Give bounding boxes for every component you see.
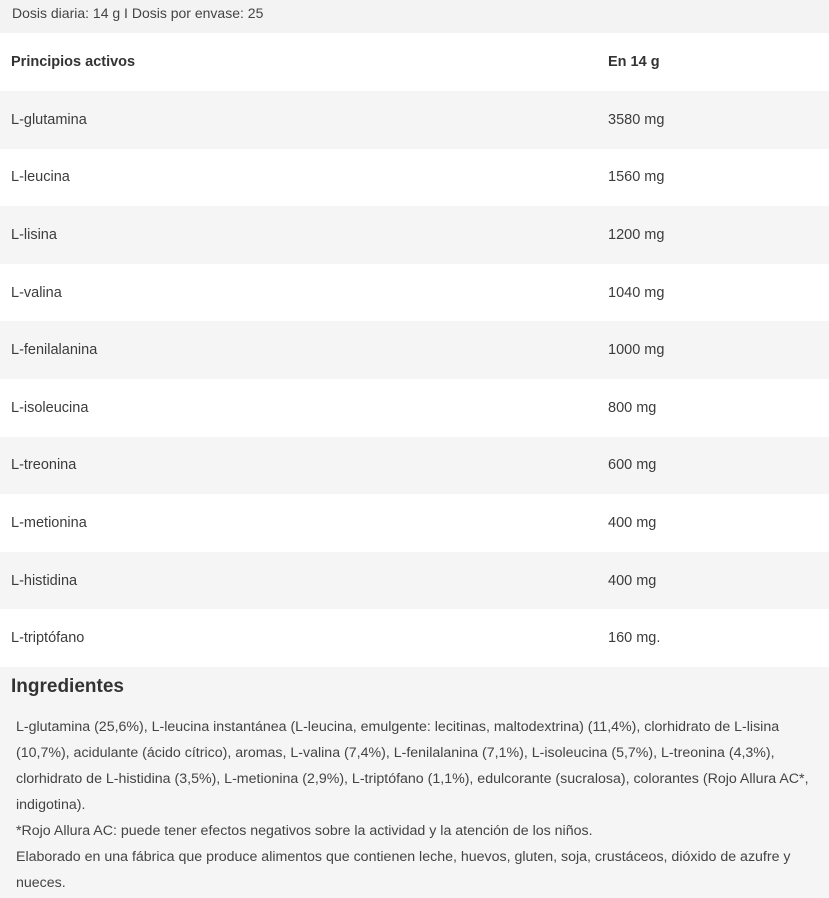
ingredient-amount: 400 mg	[608, 514, 657, 531]
table-row	[0, 379, 829, 437]
ingredient-amount: 800 mg	[608, 399, 657, 416]
ingredients-heading: Ingredientes	[11, 675, 124, 697]
ingredients-section	[0, 667, 829, 898]
ingredient-name: L-triptófano	[11, 630, 85, 647]
table-row	[0, 494, 829, 552]
table-row	[0, 264, 829, 322]
table-header-row	[0, 33, 829, 91]
allergen-notice: Elaborado en una fábrica que produce alimentos que contienen leche, huevos, gluten, soja, crustáceos, dióxido de azufre y nueces.	[16, 848, 791, 891]
colorant-warning: *Rojo Allura AC: puede tener efectos negativos sobre la actividad y la atención de los niños.	[16, 822, 593, 839]
ingredient-name: L-histidina	[11, 572, 78, 589]
ingredient-amount: 1200 mg	[608, 226, 665, 243]
column-header-ingredient: Principios activos	[11, 54, 136, 70]
ingredient-amount: 400 mg	[608, 572, 657, 589]
table-row	[0, 149, 829, 207]
ingredient-name: L-leucina	[11, 169, 70, 186]
ingredient-amount: 160 mg.	[608, 630, 661, 647]
ingredient-name: L-treonina	[11, 457, 77, 474]
nutrition-table	[0, 33, 829, 667]
ingredient-amount: 1000 mg	[608, 342, 665, 359]
ingredient-amount: 3580 mg	[608, 111, 665, 128]
table-row	[0, 437, 829, 495]
dose-info: Dosis diaria: 14 g I Dosis por envase: 25	[0, 0, 829, 33]
ingredient-name: L-glutamina	[11, 111, 87, 128]
ingredient-amount: 1040 mg	[608, 284, 665, 301]
ingredient-amount: 600 mg	[608, 457, 657, 474]
table-row	[0, 552, 829, 610]
table-row	[0, 609, 829, 667]
ingredients-box	[11, 714, 817, 896]
table-row	[0, 206, 829, 264]
table-row	[0, 91, 829, 149]
ingredient-name: L-lisina	[11, 226, 57, 243]
table-row	[0, 321, 829, 379]
ingredient-name: L-isoleucina	[11, 399, 89, 416]
ingredient-name: L-valina	[11, 284, 62, 301]
ingredient-name: L-fenilalanina	[11, 342, 98, 359]
ingredient-name: L-metionina	[11, 514, 87, 531]
ingredient-amount: 1560 mg	[608, 169, 665, 186]
ingredients-text: L-glutamina (25,6%), L-leucina instantánea (L-leucina, emulgente: lecitinas, maltodextrina) (11,4%), clorhidrato de L-lisina (10,7%), acidulante (ácido cítrico), aromas, L-valina (7,4%), L-fenilalanina (7,1%), L-isoleucina (5,7%), L-treonina (4,3%), clorhidrato de L-histidina (3,5%), L-metionina (2,9%), L-triptófano (1,1%), edulcorante (sucralosa), colorantes (Rojo Allura AC*, indigotina).	[16, 718, 809, 813]
column-header-amount: En 14 g	[608, 54, 660, 70]
